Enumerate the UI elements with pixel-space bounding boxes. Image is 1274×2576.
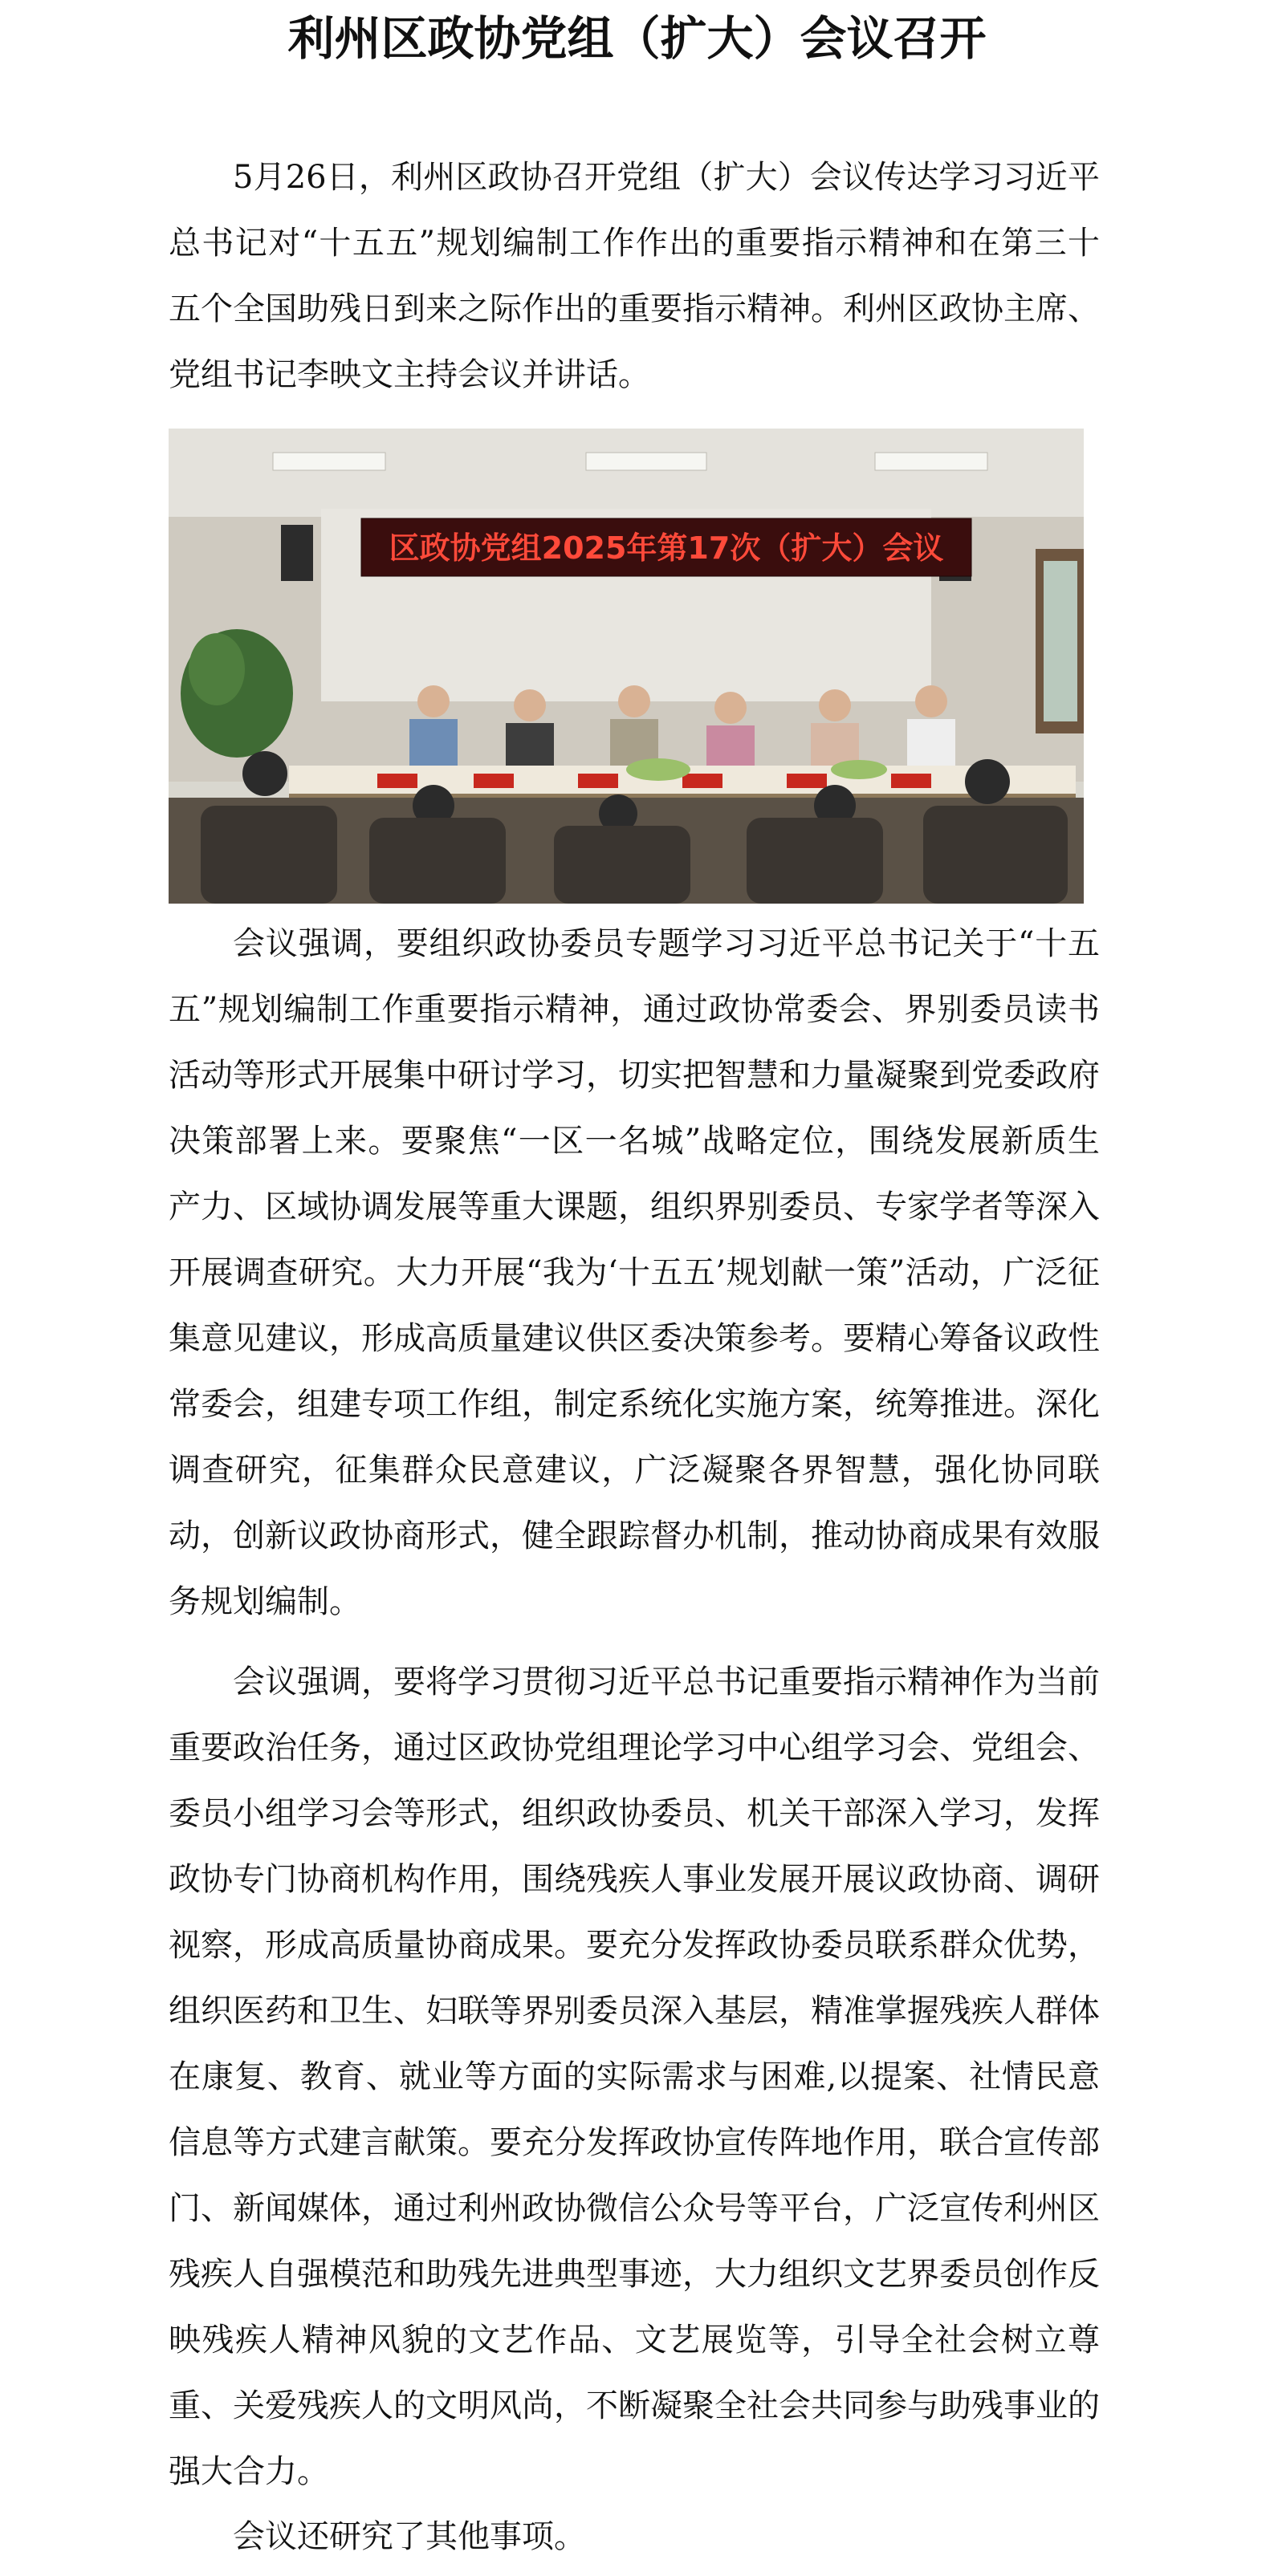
banner-text: 区政协党组2025年第17次（扩大）会议 bbox=[389, 530, 944, 566]
paragraph-3: 会议强调，要将学习贯彻习近平总书记重要指示精神作为当前重要政治任务，通过区政协党组理论学习中心组学习会、党组会、委员小组学习会等形式，组织政协委员、机关干部深入学习，发挥政协专门协商机构作用，围绕残疾人事业发展开展议政协商、调研视察，形成高质量协商成果。要充分发挥政协委员联系群众优势，组织医药和卫生、妇联等界别委员深入基层，精准掌握残疾人群体在康复、教育、就业等方面的实际需求与困难,以提案、社情民意信息等方式建言献策。要充分发挥政协宣传阵地作用，联合宣传部门、新闻媒体，通过利州政协微信公众号等平台，广泛宣传利州区残疾人自强模范和助残先进典型事迹，大力组织文艺界委员创作反映残疾人精神风貌的文艺作品、文艺展览等，引导全社会树立尊重、关爱残疾人的文明风尚，不断凝聚全社会共同参与助残事业的强大合力。 bbox=[169, 1664, 1100, 2490]
paragraph-2: 会议强调，要组织政协委员专题学习习近平总书记关于“十五五”规划编制工作重要指示精神，通过政协常委会、界别委员读书活动等形式开展集中研讨学习，切实把智慧和力量凝聚到党委政府决策部署上来。要聚焦“一区一名城”战略定位，围绕发展新质生产力、区域协调发展等重大课题，组织界别委员、专家学者等深入开展调查研究。大力开展“我为‘十五五’规划献一策”活动，广泛征集意见建议，形成高质量建议供区委决策参考。要精心筹备议政性常委会，组建专项工作组，制定系统化实施方案，统筹推进。深化调查研究，征集群众民意建议，广泛凝聚各界智慧，强化协同联动，创新议政协商形式，健全跟踪督办机制，推动协商成果有效服务规划编制。 bbox=[169, 925, 1100, 1620]
article-title: 利州区政协党组（扩大）会议召开 bbox=[287, 11, 987, 66]
paragraph-4: 会议还研究了其他事项。 bbox=[233, 2518, 586, 2555]
meeting-photo bbox=[169, 429, 1084, 904]
paragraph-1: 5月26日，利州区政协召开党组（扩大）会议传达学习习近平总书记对“十五五”规划编制工作作出的重要指示精神和在第三十五个全国助残日到来之际作出的重要指示精神。利州区政协主席、党组书记李映文主持会议并讲话。 bbox=[169, 159, 1100, 393]
